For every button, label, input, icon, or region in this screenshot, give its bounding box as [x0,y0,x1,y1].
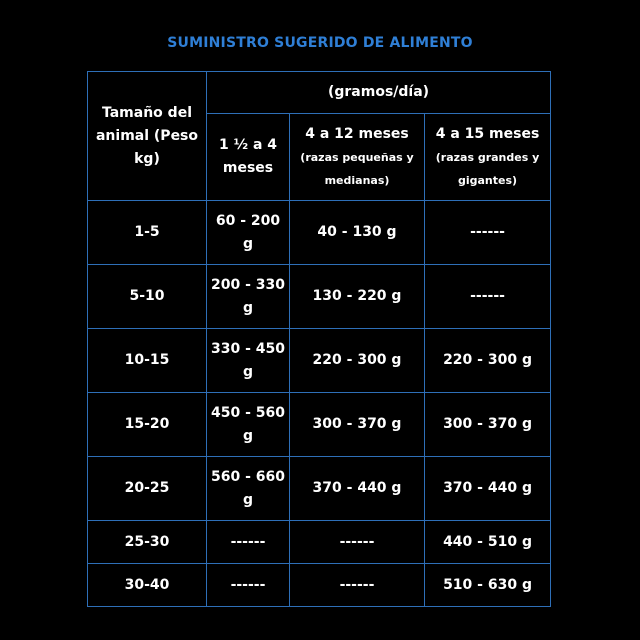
amount-cell: 220 - 300 g [290,329,425,393]
amount-cell: ------ [207,521,290,564]
header-row-units [88,72,551,114]
age-column-note: (razas grandes y gigantes) [435,150,540,187]
age-column-header-1 [207,114,290,201]
amount-cell: 60 - 200 g [207,201,290,265]
page-title: SUMINISTRO SUGERIDO DE ALIMENTO [167,35,473,51]
amount-cell: ------ [290,564,425,607]
feeding-table [87,71,551,607]
size-cell: 5-10 [88,265,207,329]
age-column-label: 1 ½ a 4 meses [218,137,278,176]
table-row [88,564,551,607]
amount-cell: ------ [207,564,290,607]
size-cell: 25-30 [88,521,207,564]
amount-cell: 370 - 440 g [290,457,425,521]
amount-cell: 40 - 130 g [290,201,425,265]
age-column-note: (razas pequeñas y medianas) [300,150,414,187]
age-column-header-2 [290,114,425,201]
table-row [88,201,551,265]
size-cell: 20-25 [88,457,207,521]
amount-cell: 560 - 660 g [207,457,290,521]
size-cell: 10-15 [88,329,207,393]
age-column-header-3 [425,114,551,201]
table-row [88,521,551,564]
size-column-header: Tamaño del animal (Peso kg) [88,72,207,201]
table-row [88,457,551,521]
amount-cell: 440 - 510 g [425,521,551,564]
amount-cell: 200 - 330 g [207,265,290,329]
amount-cell: 220 - 300 g [425,329,551,393]
size-cell: 30-40 [88,564,207,607]
table-row [88,329,551,393]
size-cell: 1-5 [88,201,207,265]
amount-cell: 370 - 440 g [425,457,551,521]
units-header: (gramos/día) [207,72,551,114]
amount-cell: 130 - 220 g [290,265,425,329]
amount-cell: 300 - 370 g [290,393,425,457]
amount-cell: ------ [425,265,551,329]
table-row [88,393,551,457]
amount-cell: ------ [290,521,425,564]
amount-cell: 300 - 370 g [425,393,551,457]
age-column-label: 4 a 15 meses [435,125,540,142]
amount-cell: 510 - 630 g [425,564,551,607]
age-column-label: 4 a 12 meses [305,125,409,142]
table-row [88,265,551,329]
amount-cell: 450 - 560 g [207,393,290,457]
amount-cell: ------ [425,201,551,265]
amount-cell: 330 - 450 g [207,329,290,393]
size-cell: 15-20 [88,393,207,457]
